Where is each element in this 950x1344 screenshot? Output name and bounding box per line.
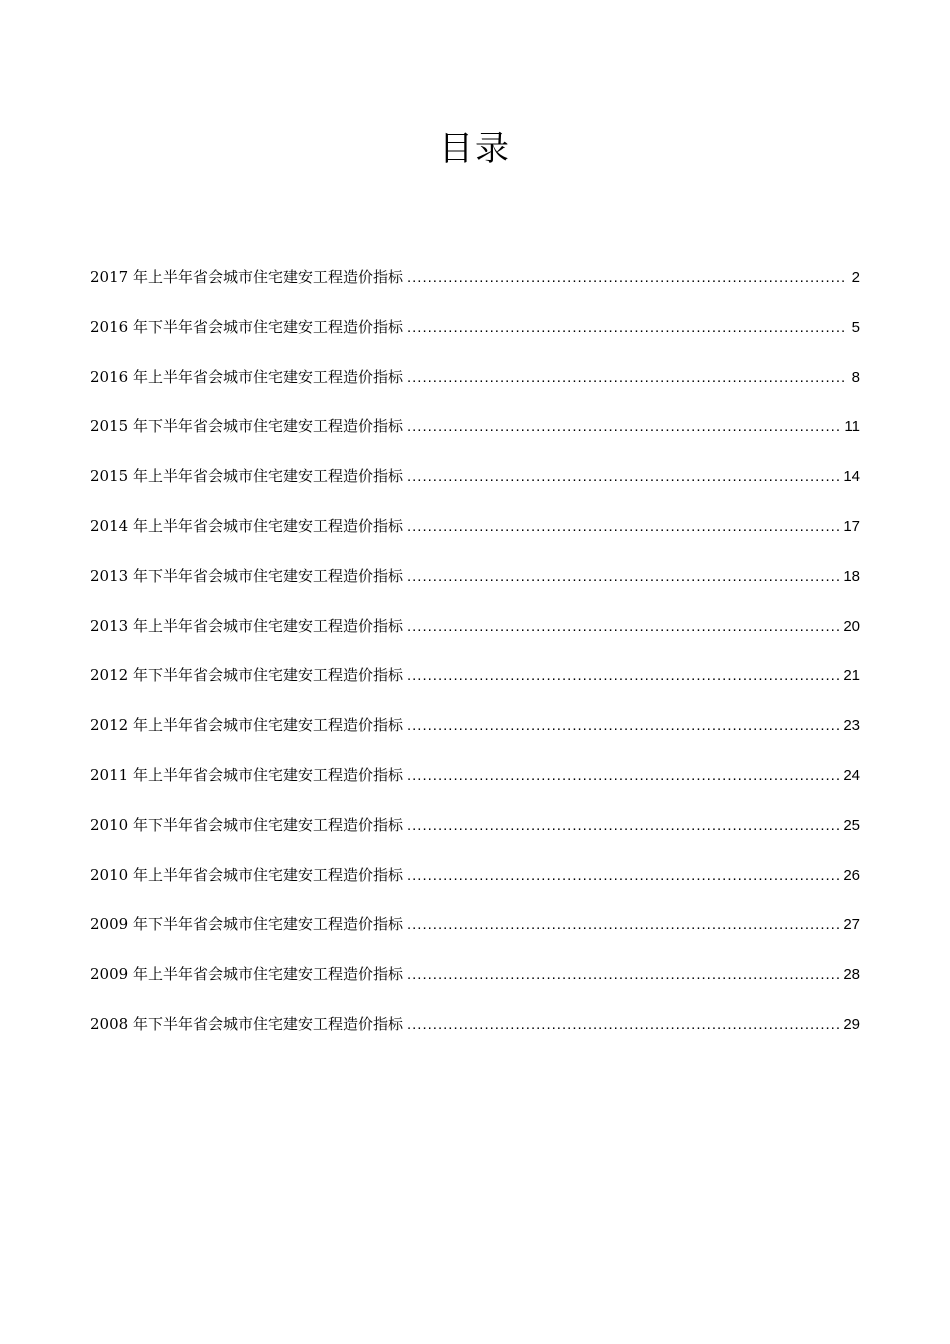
toc-entry-label: 2010 年下半年省会城市住宅建安工程造价指标 bbox=[90, 815, 403, 834]
toc-entry[interactable] bbox=[90, 411, 860, 461]
toc-page-number: 28 bbox=[843, 966, 860, 984]
toc-entry[interactable] bbox=[90, 511, 860, 561]
toc-entry[interactable] bbox=[90, 810, 860, 860]
toc-dot-leader bbox=[407, 661, 839, 691]
toc-dot-leader bbox=[407, 1010, 839, 1040]
toc-entry[interactable] bbox=[90, 611, 860, 661]
toc-entry[interactable] bbox=[90, 959, 860, 1009]
toc-entry[interactable] bbox=[90, 710, 860, 760]
toc-dot-leader bbox=[407, 412, 840, 442]
toc-page-number: 29 bbox=[843, 1015, 860, 1033]
toc-entry[interactable] bbox=[90, 561, 860, 611]
toc-entry[interactable] bbox=[90, 1009, 860, 1059]
toc-page-number: 25 bbox=[843, 816, 860, 834]
toc-dot-leader bbox=[407, 263, 846, 293]
toc-entry-label: 2011 年上半年省会城市住宅建安工程造价指标 bbox=[90, 765, 403, 784]
toc-dot-leader bbox=[407, 711, 839, 741]
toc-entry-label: 2010 年上半年省会城市住宅建安工程造价指标 bbox=[90, 865, 403, 884]
toc-dot-leader bbox=[407, 612, 839, 642]
toc-page-number: 11 bbox=[844, 418, 860, 436]
toc-page-number: 27 bbox=[843, 916, 860, 934]
toc-dot-leader bbox=[407, 462, 839, 492]
toc-page-number: 2 bbox=[851, 269, 860, 286]
toc-entry[interactable] bbox=[90, 860, 860, 910]
toc-entry[interactable] bbox=[90, 262, 860, 312]
table-of-contents bbox=[90, 262, 860, 1059]
toc-entry[interactable] bbox=[90, 909, 860, 959]
toc-entry-label: 2008 年下半年省会城市住宅建安工程造价指标 bbox=[90, 1014, 403, 1033]
toc-entry-label: 2016 年上半年省会城市住宅建安工程造价指标 bbox=[90, 367, 403, 386]
toc-entry-label: 2012 年上半年省会城市住宅建安工程造价指标 bbox=[90, 716, 403, 735]
toc-dot-leader bbox=[407, 562, 839, 592]
toc-page-number: 14 bbox=[843, 468, 860, 486]
toc-entry-label: 2014 年上半年省会城市住宅建安工程造价指标 bbox=[90, 516, 403, 535]
toc-page-number: 26 bbox=[843, 866, 860, 884]
toc-page-number: 23 bbox=[843, 717, 860, 735]
toc-page-number: 18 bbox=[843, 567, 860, 585]
toc-entry[interactable] bbox=[90, 660, 860, 710]
toc-entry-label: 2012 年下半年省会城市住宅建安工程造价指标 bbox=[90, 666, 403, 685]
toc-entry-label: 2009 年下半年省会城市住宅建安工程造价指标 bbox=[90, 915, 403, 934]
toc-entry-label: 2013 年上半年省会城市住宅建安工程造价指标 bbox=[90, 616, 403, 635]
toc-dot-leader bbox=[407, 313, 846, 343]
toc-dot-leader bbox=[407, 811, 839, 841]
toc-page-number: 5 bbox=[851, 318, 860, 336]
toc-dot-leader bbox=[407, 910, 839, 940]
toc-entry-label: 2016 年下半年省会城市住宅建安工程造价指标 bbox=[90, 317, 403, 336]
toc-entry[interactable] bbox=[90, 312, 860, 362]
toc-entry-label: 2015 年下半年省会城市住宅建安工程造价指标 bbox=[90, 417, 403, 436]
toc-entry-label: 2013 年下半年省会城市住宅建安工程造价指标 bbox=[90, 566, 403, 585]
toc-dot-leader bbox=[407, 512, 839, 542]
toc-dot-leader bbox=[407, 960, 839, 990]
toc-entry[interactable] bbox=[90, 362, 860, 412]
toc-page-number: 20 bbox=[843, 617, 860, 635]
toc-dot-leader bbox=[407, 363, 846, 393]
toc-entry[interactable] bbox=[90, 461, 860, 511]
toc-dot-leader bbox=[407, 861, 839, 891]
toc-entry[interactable] bbox=[90, 760, 860, 810]
toc-dot-leader bbox=[407, 761, 839, 791]
toc-entry-label: 2015 年上半年省会城市住宅建安工程造价指标 bbox=[90, 467, 403, 486]
toc-entry-label: 2017 年上半年省会城市住宅建安工程造价指标 bbox=[90, 268, 403, 286]
page-title: 目录 bbox=[439, 128, 511, 169]
toc-page-number: 8 bbox=[851, 368, 860, 386]
toc-entry-label: 2009 年上半年省会城市住宅建安工程造价指标 bbox=[90, 965, 403, 984]
toc-page-number: 17 bbox=[843, 517, 860, 535]
toc-page-number: 21 bbox=[843, 667, 860, 685]
toc-page-number: 24 bbox=[843, 766, 860, 784]
